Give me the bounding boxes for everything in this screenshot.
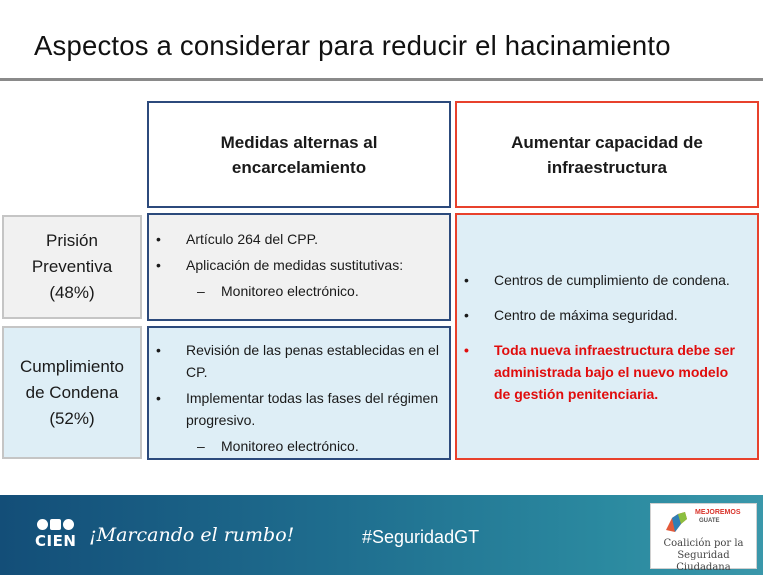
list-item: • Revisión de las penas establecidas en el CP. xyxy=(155,339,441,383)
row-label-cumplimiento-condena xyxy=(2,326,142,459)
header-medidas-line-2: encarcelamiento xyxy=(231,157,367,177)
row2-label-line-1: Cumplimiento xyxy=(20,356,124,376)
logo-mark-icon xyxy=(37,519,79,530)
header-medidas-alternas xyxy=(147,101,451,208)
footer-hashtag: #SeguridadGT xyxy=(362,527,480,547)
header-capacidad-line-1: Aumentar capacidad de xyxy=(511,132,703,152)
row1-label-line-1: Prisión xyxy=(46,231,98,250)
slide-title: Aspectos a considerar para reducir el hacinamiento xyxy=(34,30,671,61)
cell-prision-medidas xyxy=(147,213,451,321)
title-divider xyxy=(0,78,763,81)
partner-brand-sub: GUATE xyxy=(699,518,720,524)
coalicion-logo xyxy=(650,503,757,573)
cell-cumplimiento-medidas xyxy=(147,326,451,460)
row1-label-line-2: Preventiva xyxy=(31,257,113,276)
header-aumentar-capacidad xyxy=(455,101,759,208)
header-medidas-line-1: Medidas alternas al xyxy=(220,132,378,152)
cell-infraestructura xyxy=(455,213,759,460)
list-item: • Implementar todas las fases del régimen progresivo. xyxy=(155,387,441,431)
partner-name-line-1: Coalición por la xyxy=(663,538,744,549)
list-subitem: – Monitoreo electrónico. xyxy=(155,435,441,457)
partner-name xyxy=(651,538,756,574)
list-item: • Centro de máxima seguridad. xyxy=(463,304,747,326)
guatemala-map-icon xyxy=(663,510,689,534)
footer-slogan: ¡Marcando el rumbo! xyxy=(89,524,295,546)
list-item-highlight: • Toda nueva infraestructura debe ser administrada bajo el nuevo modelo de gestión penitenciaria. xyxy=(463,339,747,405)
row-label-prision-preventiva xyxy=(2,215,142,319)
list-subitem: – Monitoreo electrónico. xyxy=(155,280,441,302)
list-item: • Artículo 264 del CPP. xyxy=(155,228,441,250)
partner-brand: MEJOREMOS xyxy=(695,509,741,516)
list-item: • Aplicación de medidas sustitutivas: xyxy=(155,254,441,276)
row2-label-line-3: (52%) xyxy=(49,408,95,428)
row1-label-line-3: (48%) xyxy=(49,283,95,302)
list-item: • Centros de cumplimiento de condena. xyxy=(463,269,747,291)
row2-label-line-2: de Condena xyxy=(25,382,119,402)
header-capacidad-line-2: infraestructura xyxy=(547,157,667,177)
logo-wordmark: CIEN xyxy=(35,532,77,550)
cien-logo xyxy=(35,519,79,555)
partner-name-line-2: Seguridad Ciudadana xyxy=(676,550,731,573)
